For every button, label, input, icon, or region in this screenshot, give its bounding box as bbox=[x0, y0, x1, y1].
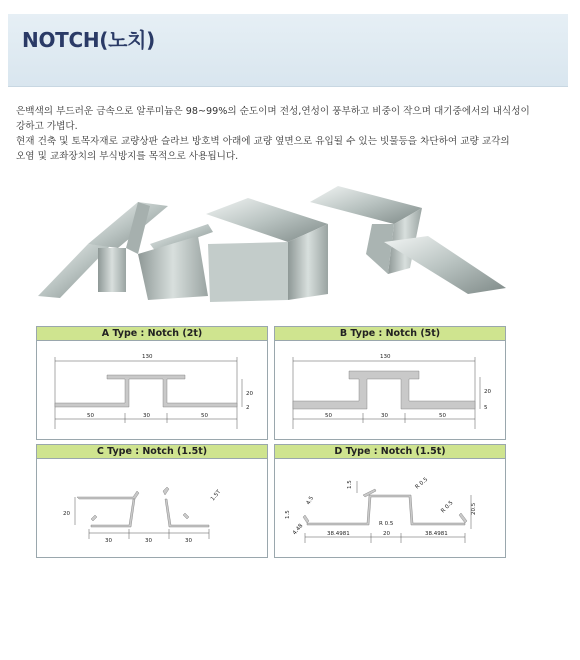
description bbox=[16, 104, 568, 164]
panel-a-title: A Type : Notch (2t) bbox=[37, 327, 267, 341]
dim-thickness: 1.5T bbox=[209, 489, 223, 503]
panel-d-drawing bbox=[275, 459, 505, 557]
dim-mid: 20 bbox=[383, 531, 390, 537]
dim-right: 30 bbox=[185, 538, 192, 544]
page-header bbox=[8, 14, 568, 87]
panel-d-type bbox=[274, 444, 506, 558]
dim-left: 30 bbox=[105, 538, 112, 544]
dim-mid: 30 bbox=[143, 413, 150, 419]
dim-thickness: 2 bbox=[246, 405, 250, 411]
dim-left: 38.4981 bbox=[327, 531, 350, 537]
dim-radius-2: R 0.5 bbox=[414, 476, 430, 491]
description-line: 오염 및 교좌장치의 부식방지를 목적으로 사용됩니다. bbox=[16, 151, 239, 162]
panel-c-title: C Type : Notch (1.5t) bbox=[37, 445, 267, 459]
dim-mid: 30 bbox=[145, 538, 152, 544]
dim-left: 50 bbox=[87, 413, 94, 419]
dim-right: 38.4981 bbox=[425, 531, 448, 537]
dim-left: 50 bbox=[325, 413, 332, 419]
panel-b-title: B Type : Notch (5t) bbox=[275, 327, 505, 341]
dim-top: 1.5 bbox=[347, 480, 353, 489]
panel-c-drawing bbox=[37, 459, 267, 557]
panel-b-type bbox=[274, 326, 506, 440]
panel-d-title: D Type : Notch (1.5t) bbox=[275, 445, 505, 459]
dim-lip-2: 4.48 bbox=[291, 523, 305, 537]
description-line: 강하고 가볍다. bbox=[16, 121, 78, 132]
panel-a-type bbox=[36, 326, 268, 440]
dim-right: 50 bbox=[439, 413, 446, 419]
description-line: 현재 건축 및 토목자재로 교량상판 슬라브 방호벽 아래에 교량 옆면으로 유입될 수 있는 빗물등을 차단하여 교량 교각의 bbox=[16, 136, 510, 147]
dim-height: 20 bbox=[246, 391, 253, 397]
dim-height: 20.5 bbox=[471, 502, 477, 515]
dim-thickness: 5 bbox=[484, 405, 488, 411]
dim-radius-3: R 0.5 bbox=[440, 500, 455, 515]
panel-c-type bbox=[36, 444, 268, 558]
dim-height: 20 bbox=[63, 511, 70, 517]
dim-height: 20 bbox=[484, 389, 491, 395]
panel-b-drawing bbox=[275, 341, 505, 439]
dim-right: 50 bbox=[201, 413, 208, 419]
dim-total: 130 bbox=[142, 354, 153, 360]
dim-total: 130 bbox=[380, 354, 391, 360]
panel-a-drawing bbox=[37, 341, 267, 439]
notch-product-photo bbox=[38, 184, 508, 308]
dim-lip-3: 4.5 bbox=[305, 495, 316, 506]
dim-radius-1: R 0.5 bbox=[379, 521, 394, 527]
description-line: 은백색의 부드러운 금속으로 알루미늄은 98~99%의 순도이며 전성,연성이 풍부하고 비중이 작으며 대기중에서의 내식성이 bbox=[16, 106, 530, 117]
dim-mid: 30 bbox=[381, 413, 388, 419]
dim-lip-1: 1.5 bbox=[285, 510, 291, 519]
page-title: NOTCH(노치) bbox=[22, 28, 156, 52]
